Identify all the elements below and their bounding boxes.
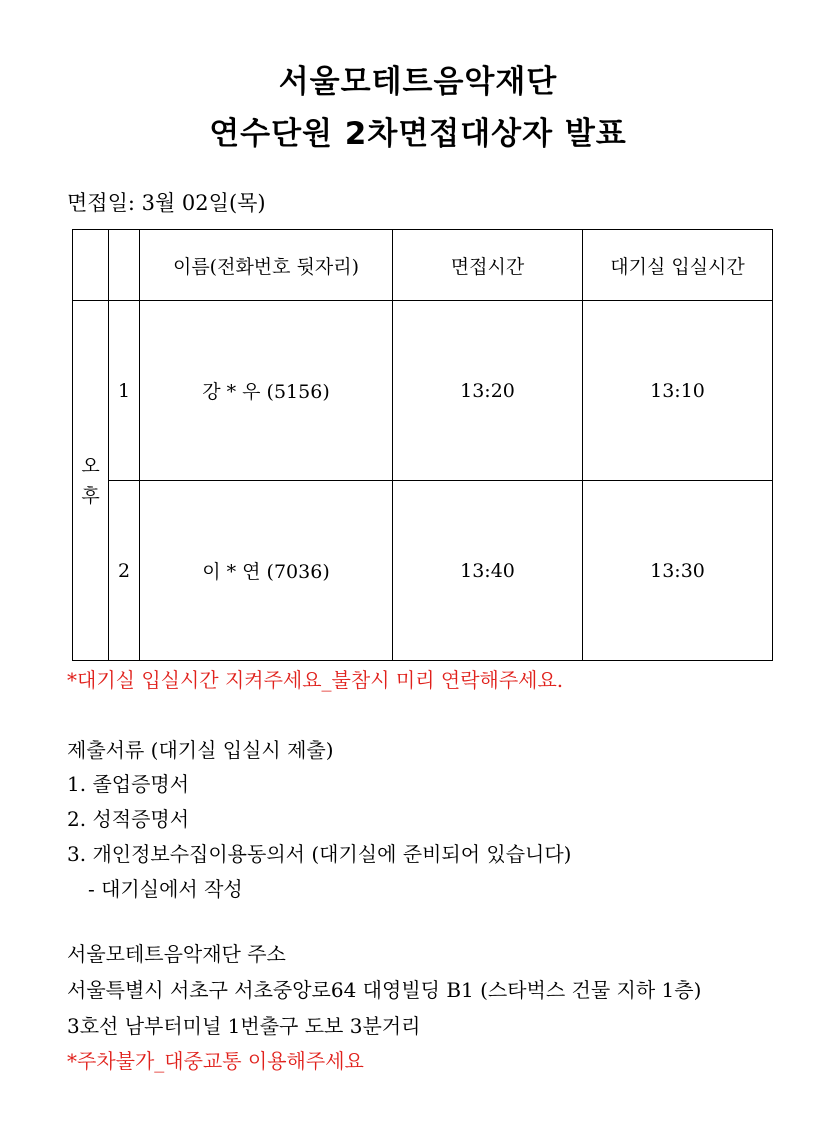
waiting-room-time: 13:30 [583, 481, 773, 661]
page-subtitle: 연수단원 2차면접대상자 발표 [209, 116, 627, 152]
period-char: 오 [81, 454, 100, 477]
row-number: 1 [109, 301, 140, 481]
header-waiting-room-time: 대기실 입실시간 [583, 230, 773, 301]
row-number: 2 [109, 481, 140, 661]
interview-date: 면접일: 3월 02일(목) [67, 191, 266, 215]
interview-time: 13:20 [393, 301, 583, 481]
header-period [73, 230, 109, 301]
transit-directions: 3호선 남부터미널 1번출구 도보 3분거리 [67, 1014, 421, 1038]
document-item: 2. 성적증명서 [67, 807, 190, 831]
header-number [109, 230, 140, 301]
document-sub-note: - 대기실에서 작성 [88, 877, 243, 901]
address-title: 서울모테트음악재단 주소 [67, 942, 286, 966]
table-row [73, 301, 773, 481]
document-item: 1. 졸업증명서 [67, 772, 190, 796]
page-title: 서울모테트음악재단 [278, 64, 558, 100]
waiting-room-time: 13:10 [583, 301, 773, 481]
address-line: 서울특별시 서초구 서초중앙로64 대영빌딩 B1 (스타벅스 건물 지하 1층) [67, 978, 702, 1002]
interview-time: 13:40 [393, 481, 583, 661]
candidate-name: 이 * 연 (7036) [140, 481, 393, 661]
interview-schedule-table [72, 229, 773, 661]
parking-notice: *주차불가_대중교통 이용해주세요 [67, 1049, 364, 1073]
header-name: 이름(전화번호 뒷자리) [140, 230, 393, 301]
document-item: 3. 개인정보수집이용동의서 (대기실에 준비되어 있습니다) [67, 842, 572, 866]
table-row [73, 481, 773, 661]
table-header-row [73, 230, 773, 301]
period-cell [73, 301, 109, 661]
waiting-room-notice: *대기실 입실시간 지켜주세요_불참시 미리 연락해주세요. [67, 668, 564, 692]
candidate-name: 강 * 우 (5156) [140, 301, 393, 481]
header-interview-time: 면접시간 [393, 230, 583, 301]
period-char: 후 [81, 484, 100, 507]
documents-title: 제출서류 (대기실 입실시 제출) [67, 738, 334, 762]
